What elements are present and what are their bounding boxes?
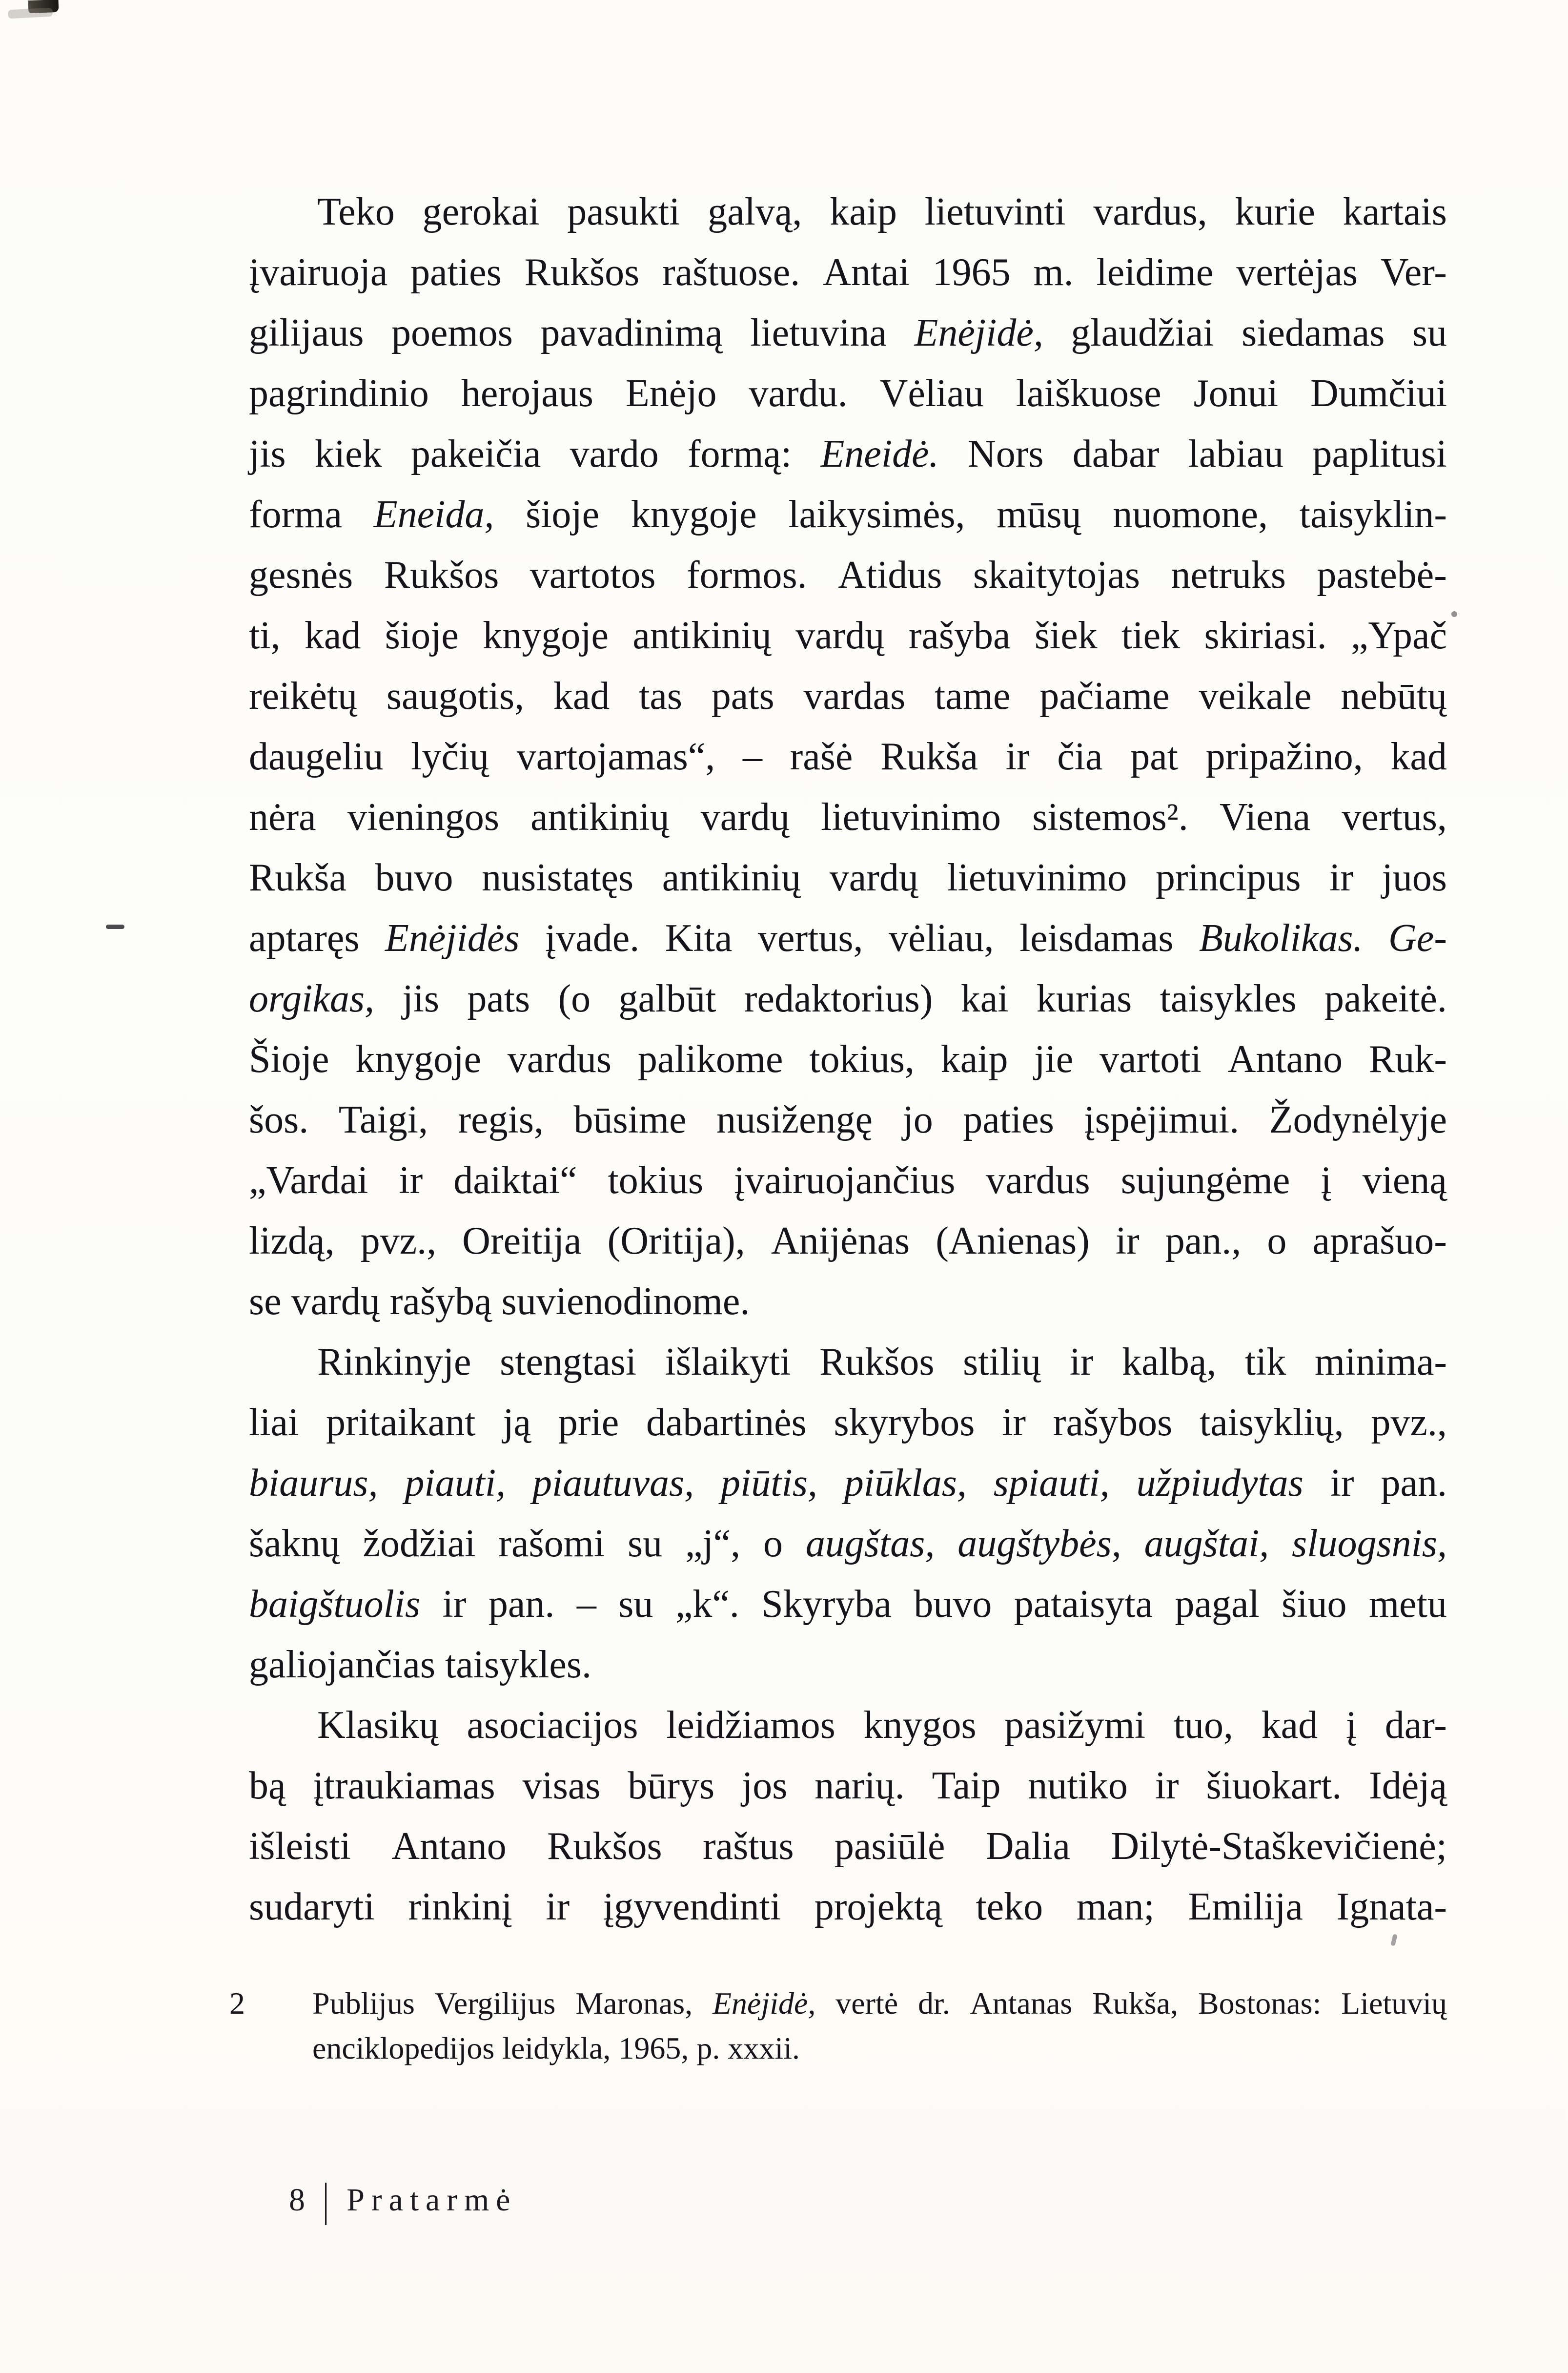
text-line: lizdą, pvz., Oreitija (Oritija), Anijėnas (Anienas) ir pan., o aprašuo- xyxy=(249,1219,1447,1262)
text-line: gesnės Rukšos vartotos formos. Atidus skaitytojas netruks pastebė- xyxy=(249,554,1447,597)
text-line: „Vardai ir daiktai“ tokius įvairuojančius vardus sujungėme į vieną xyxy=(249,1159,1447,1202)
text-line: daugeliu lyčių vartojamas“, – rašė Rukša ir čia pat pripažino, kad xyxy=(249,735,1447,778)
scan-speck xyxy=(1451,611,1457,617)
footnote-text xyxy=(312,1981,1447,2071)
text-line: sudaryti rinkinį ir įgyvendinti projektą teko man; Emilija Ignata- xyxy=(249,1885,1447,1928)
text-line: pagrindinio herojaus Enėjo vardu. Vėliau laiškuose Jonui Dumčiui xyxy=(249,372,1447,415)
footnote-line: Publijus Vergilijus Maronas, Enėjidė, vertė dr. Antanas Rukša, Bostonas: Lietuvių xyxy=(312,1986,1447,2021)
text-line: įvairuoja paties Rukšos raštuose. Antai 1965 m. leidime vertėjas Ver- xyxy=(249,251,1447,294)
page-footer xyxy=(289,2173,517,2227)
text-line: galiojančias taisykles. xyxy=(249,1643,592,1686)
text-line: orgikas, jis pats (o galbūt redaktorius) kai kurias taisykles pakeitė. xyxy=(249,977,1447,1020)
footnote-number: 2 xyxy=(229,1986,245,2021)
text-line: baigštuolis ir pan. – su „k“. Skyryba buvo pataisyta pagal šiuo metu xyxy=(249,1583,1447,1626)
text-line: Rukša buvo nusistatęs antikinių vardų lietuvinimo principus ir juos xyxy=(249,856,1447,899)
text-line: liai pritaikant ją prie dabartinės skyrybos ir rašybos taisyklių, pvz., xyxy=(249,1401,1447,1444)
text-line: forma Eneida, šioje knygoje laikysimės, mūsų nuomone, taisyklin- xyxy=(249,493,1447,536)
text-line: Teko gerokai pasukti galvą, kaip lietuvinti vardus, kurie kartais xyxy=(317,190,1447,233)
text-line: bą įtraukiamas visas būrys jos narių. Taip nutiko ir šiuokart. Idėją xyxy=(249,1764,1447,1807)
text-line: nėra vieningos antikinių vardų lietuvinimo sistemos². Viena vertus, xyxy=(249,796,1447,839)
text-line: Klasikų asociacijos leidžiamos knygos pasižymi tuo, kad į dar- xyxy=(317,1704,1447,1747)
text-line: jis kiek pakeičia vardo formą: Eneidė. Nors dabar labiau paplitusi xyxy=(249,433,1447,475)
text-line: išleisti Antano Rukšos raštus pasiūlė Dalia Dilytė-Staškevičienė; xyxy=(249,1825,1447,1868)
text-line: reikėtų saugotis, kad tas pats vardas tame pačiame veikale nebūtų xyxy=(249,675,1447,718)
text-line: ti, kad šioje knygoje antikinių vardų rašyba šiek tiek skiriasi. „Ypač xyxy=(249,614,1447,657)
scan-speck xyxy=(106,925,124,929)
footnote xyxy=(229,1981,1447,2071)
footnote-line: enciklopedijos leidykla, 1965, p. xxxii. xyxy=(312,2031,800,2065)
text-line: šaknų žodžiai rašomi su „j“, o augštas, augštybės, augštai, sluogsnis, xyxy=(249,1522,1447,1565)
scan-artifact-top-left-streak xyxy=(8,8,53,19)
page-number: 8 xyxy=(289,2182,305,2218)
text-line: gilijaus poemos pavadinimą lietuvina Enėjidė, glaudžiai siedamas su xyxy=(249,311,1447,354)
running-title: Pratarmė xyxy=(346,2182,517,2218)
text-line: Rinkinyje stengtasi išlaikyti Rukšos stilių ir kalbą, tik minima- xyxy=(317,1341,1447,1383)
text-line: se vardų rašybą suvienodinome. xyxy=(249,1280,750,1323)
text-line: Šioje knygoje vardus palikome tokius, kaip jie vartoti Antano Ruk- xyxy=(249,1038,1447,1081)
text-line: aptaręs Enėjidės įvade. Kita vertus, vėliau, leisdamas Bukolikas. Ge- xyxy=(249,917,1447,960)
text-line: biaurus, piauti, piautuvas, piūtis, piūklas, spiauti, užpiudytas ir pan. xyxy=(249,1462,1447,1505)
footer-separator: | xyxy=(323,2174,329,2226)
body-text xyxy=(249,182,1447,1937)
text-line: šos. Taigi, regis, būsime nusižengę jo paties įspėjimui. Žodynėlyje xyxy=(249,1098,1447,1141)
